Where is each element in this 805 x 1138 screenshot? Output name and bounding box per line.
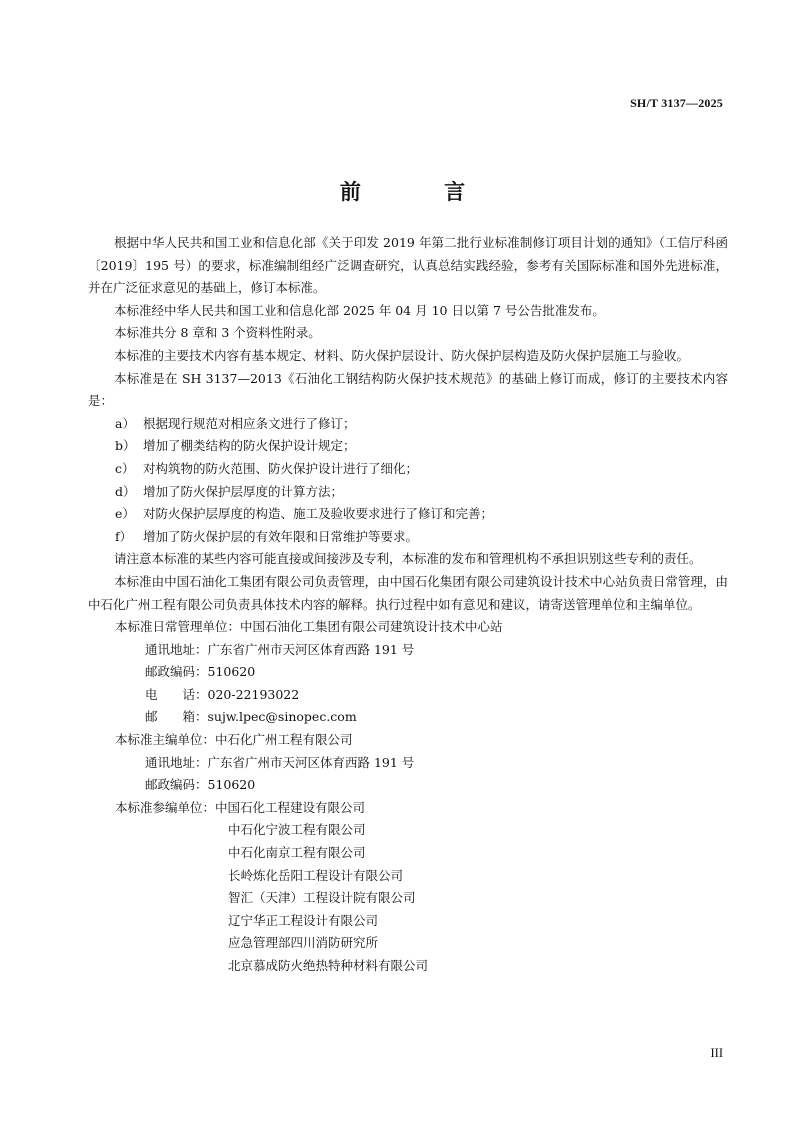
management-phone: 电 话：020-22193022 — [145, 686, 300, 702]
list-marker: b） — [115, 438, 136, 454]
chief-editor-address: 通讯地址：广东省广州市天河区体育西路 191 号 — [145, 754, 415, 770]
list-item-text: 增加了防火保护层厚度的计算方法； — [143, 483, 344, 499]
paragraph-main-content: 本标准的主要技术内容有基本规定、材料、防火保护层设计、防火保护层构造及防火保护层施工与验收。 — [114, 347, 690, 363]
list-item — [88, 526, 728, 549]
paragraph-patent-notice: 请注意本标准的某些内容可能直接或间接涉及专利，本标准的发布和管理机构不承担识别这些专利的责任。 — [114, 551, 702, 567]
list-item-text: 增加了防火保护层的有效年限和日常维护等要求。 — [143, 528, 419, 544]
list-marker: a） — [115, 415, 135, 431]
list-item — [88, 435, 728, 458]
paragraph-revision-intro: 本标准是在 SH 3137—2013《石油化工钢结构防火保护技术规范》的基础上修订而成，修订的主要技术内容是： — [88, 370, 728, 409]
page-number: III — [710, 1046, 723, 1060]
participant-unit: 中石化宁波工程有限公司 — [228, 822, 366, 838]
list-marker: f） — [115, 528, 133, 544]
participant-unit: 长岭炼化岳阳工程设计有限公司 — [228, 867, 404, 883]
list-item-text: 对构筑物的防火范围、防火保护设计进行了细化； — [143, 460, 419, 476]
paragraph-approval: 本标准经中华人民共和国工业和信息化部 2025 年 04 月 10 日以第 7 号公告批准发布。 — [114, 302, 605, 318]
participant-unit: 北京慕成防火绝热特种材料有限公司 — [228, 958, 429, 973]
list-item — [88, 458, 728, 481]
participant-unit: 辽宁华正工程设计有限公司 — [228, 912, 379, 928]
list-marker: e） — [115, 506, 135, 522]
list-item — [88, 413, 728, 436]
chief-editor-postcode: 邮政编码：510620 — [145, 777, 256, 793]
preface-body — [88, 232, 728, 978]
management-unit: 本标准日常管理单位：中国石油化工集团有限公司建筑设计技术中心站 — [115, 619, 503, 635]
participant-unit: 应急管理部四川消防研究所 — [228, 935, 379, 951]
participant-units-block — [88, 797, 728, 978]
revision-list — [88, 413, 728, 549]
page-title: 前 言 — [339, 180, 504, 204]
list-item — [88, 481, 728, 504]
participant-unit: 智汇（天津）工程设计院有限公司 — [228, 890, 416, 906]
paragraph-structure: 本标准共分 8 章和 3 个资料性附录。 — [114, 325, 321, 341]
list-marker: d） — [115, 483, 136, 499]
management-address: 通讯地址：广东省广州市天河区体育西路 191 号 — [145, 641, 415, 657]
list-item-text: 根据现行规范对相应条文进行了修订； — [143, 415, 356, 431]
list-item-text: 增加了棚类结构的防火保护设计规定； — [143, 438, 356, 454]
list-marker: c） — [115, 460, 135, 476]
chief-editor-unit: 本标准主编单位：中石化广州工程有限公司 — [115, 732, 353, 748]
standard-code: SH/T 3137—2025 — [630, 96, 723, 110]
list-item — [88, 503, 728, 526]
paragraph-management: 本标准由中国石油化工集团有限公司负责管理，由中国石化集团有限公司建筑设计技术中心站负责日常管理，由中石化广州工程有限公司负责具体技术内容的解释。执行过程中如有意见和建议，请寄送管理单位和主编单位。 — [88, 573, 728, 612]
chief-editor-block — [88, 729, 728, 797]
participant-unit: 中石化南京工程有限公司 — [228, 845, 366, 861]
list-item-text: 对防火保护层厚度的构造、施工及验收要求进行了修订和完善； — [143, 506, 494, 522]
management-unit-block — [88, 616, 728, 729]
management-email: 邮 箱：sujw.lpec@sinopec.com — [145, 709, 357, 725]
management-postcode: 邮政编码：510620 — [145, 664, 256, 680]
paragraph-basis: 根据中华人民共和国工业和信息化部《关于印发 2019 年第二批行业标准制修订项目计划的通知》（工信厅科函〔2019〕195 号）的要求，标准编制组经广泛调查研究，认真总结实践经验，参考有关国际标准和国外先进标准，并在广泛征求意见的基础上，修订本标准。 — [88, 235, 728, 296]
participant-unit-first: 本标准参编单位：中国石化工程建设有限公司 — [115, 799, 366, 815]
